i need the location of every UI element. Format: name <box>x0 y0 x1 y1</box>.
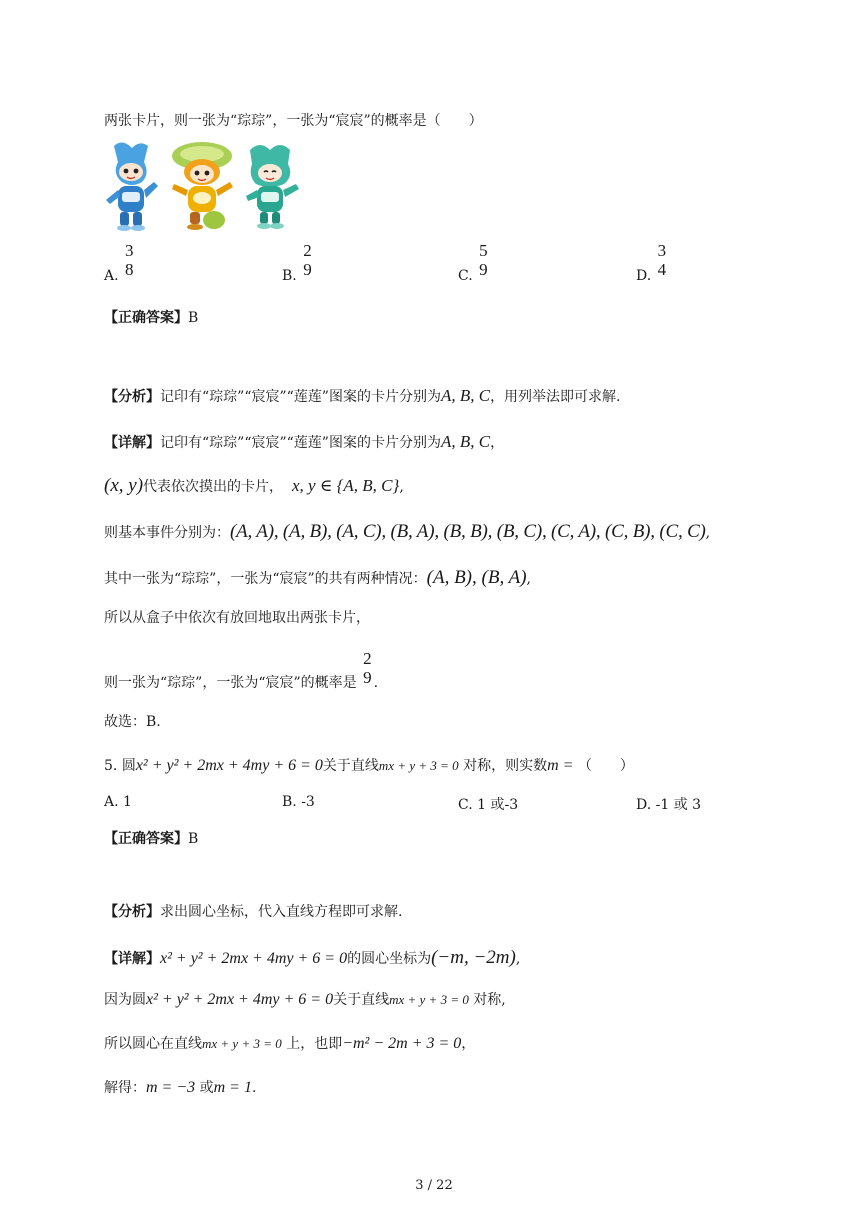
q5-detail-line-2 <box>104 990 506 1010</box>
detail-text: 解得： <box>104 1080 146 1096</box>
option-text: B. -3 <box>282 794 315 810</box>
q4-detail-line-3 <box>104 522 710 543</box>
detail-text: , <box>399 479 404 495</box>
detail-text: 则基本事件分别为： <box>104 525 230 541</box>
math-expression: m = −3 <box>146 1079 196 1096</box>
detail-text: 所以从盒子中依次有放回地取出两张卡片， <box>104 610 370 626</box>
q5-option-b[interactable] <box>282 794 315 810</box>
detail-label: 【详解】 <box>104 951 160 967</box>
option-letter: B. <box>282 267 297 284</box>
fraction-numerator: 2 <box>303 241 312 260</box>
q5-answer <box>104 829 198 849</box>
q4-option-c[interactable] <box>458 241 490 284</box>
detail-text: ， <box>490 435 505 451</box>
math-expression: x² + y² + 2mx + 4my + 6 = 0 <box>135 757 323 774</box>
option-letter: A. <box>104 267 119 284</box>
detail-text: 或 <box>199 1080 214 1096</box>
stem-text: （ ） <box>577 758 634 774</box>
q5-option-d[interactable] <box>636 794 701 814</box>
math-expression: x, y ∈ {A, B, C} <box>291 476 400 495</box>
detail-text: 其中一张为“琮琮”，一张为“宸宸”的共有两种情况： <box>104 571 427 587</box>
math-expression: mx + y + 3 = 0 <box>378 758 459 773</box>
q4-analysis <box>104 386 621 407</box>
mascot-teal <box>246 145 299 229</box>
q4-option-d[interactable] <box>636 241 668 284</box>
fraction-numerator: 5 <box>479 241 488 260</box>
detail-text: 的圆心坐标为 <box>347 951 432 967</box>
detail-text: 对称, <box>473 992 506 1008</box>
option-text: D. -1 或 3 <box>636 797 702 813</box>
mascot-blue <box>106 142 158 231</box>
detail-text: 所以圆心在直线 <box>104 1036 202 1052</box>
fraction-numerator: 3 <box>657 241 667 260</box>
answer-value: B <box>188 831 199 847</box>
fraction-denominator: 9 <box>363 668 372 687</box>
math-expression: (A, B), (B, A) <box>426 567 527 588</box>
q4-answer <box>104 308 198 328</box>
fraction-denominator: 9 <box>479 260 488 279</box>
analysis-label: 【分析】 <box>104 904 160 920</box>
math-expression: mx + y + 3 = 0 <box>389 992 469 1007</box>
math-expression: x² + y² + 2mx + 4my + 6 = 0 <box>146 991 334 1008</box>
math-expression: A, B, C <box>440 386 491 405</box>
detail-text: . <box>251 1080 257 1096</box>
option-fraction <box>123 242 136 279</box>
fraction-numerator: 2 <box>363 649 372 668</box>
detail-text: 关于直线 <box>333 992 390 1008</box>
option-letter: D. <box>636 267 652 284</box>
q4-stem-text: 两张卡片，则一张为“琮琮”，一张为“宸宸”的概率是（ ） <box>104 113 483 129</box>
option-fraction <box>656 242 669 279</box>
option-text: C. 1 或-3 <box>458 797 519 813</box>
detail-label: 【详解】 <box>104 435 160 451</box>
fraction-numerator: 3 <box>125 241 134 260</box>
option-letter: C. <box>458 267 473 284</box>
q4-stem <box>104 111 483 131</box>
detail-text: , <box>526 571 531 587</box>
math-expression: x² + y² + 2mx + 4my + 6 = 0 <box>160 950 348 967</box>
option-fraction <box>477 242 490 279</box>
q4-choose <box>104 712 161 732</box>
fraction-denominator: 8 <box>125 260 134 279</box>
math-expression: (−m, −2m) <box>431 947 516 968</box>
q5-option-a[interactable] <box>104 794 132 810</box>
analysis-text: ，用列举法即可求解. <box>490 389 621 405</box>
question-number: 5. <box>104 758 118 774</box>
page-number: 3 / 22 <box>415 1178 453 1193</box>
q5-analysis <box>104 902 402 922</box>
stem-text: 关于直线 <box>322 758 379 774</box>
answer-label: 【正确答案】 <box>104 831 188 847</box>
probability-fraction <box>361 650 374 687</box>
detail-text: , <box>705 525 711 541</box>
fraction-denominator: 9 <box>303 260 312 279</box>
detail-text: 因为圆 <box>104 992 146 1008</box>
q5-stem <box>104 756 634 776</box>
answer-value: B <box>188 310 199 326</box>
mascot-yellow <box>172 142 233 230</box>
q4-detail-line-6 <box>104 649 379 691</box>
q5-detail-line-3 <box>104 1034 475 1054</box>
math-expression: m = 1 <box>213 1079 252 1096</box>
math-expression: mx + y + 3 = 0 <box>202 1036 282 1051</box>
detail-text: 代表依次摸出的卡片， <box>143 479 284 495</box>
q5-detail-line-4 <box>104 1078 256 1098</box>
q4-detail-line-5 <box>104 608 370 628</box>
analysis-text: 求出圆心坐标，代入直线方程即可求解. <box>160 904 403 920</box>
stem-text: 圆 <box>121 758 136 774</box>
answer-label: 【正确答案】 <box>104 310 188 326</box>
detail-text: . <box>373 674 379 691</box>
detail-text: 记印有“琮琮”“宸宸”“莲莲”图案的卡片分别为 <box>160 435 441 451</box>
choose-text: 故选：B. <box>104 714 161 730</box>
detail-text: ， <box>461 1036 476 1052</box>
q4-detail-line-1 <box>104 432 504 453</box>
q4-option-b[interactable] <box>282 241 314 284</box>
math-expression: (A, A), (A, B), (A, C), (B, A), (B, B), (B, C), (C, A), (C, B), (C, C) <box>230 521 706 542</box>
analysis-label: 【分析】 <box>104 389 160 405</box>
math-expression: m = <box>547 757 574 774</box>
detail-text: 则一张为“琮琮”，一张为“宸宸”的概率是 <box>104 674 357 691</box>
mascots-image <box>102 140 308 232</box>
q4-detail-line-2 <box>104 476 404 497</box>
fraction-denominator: 4 <box>657 260 667 279</box>
detail-text: , <box>515 951 521 967</box>
detail-text: 上，也即 <box>286 1036 343 1052</box>
stem-text: 对称，则实数 <box>463 758 548 774</box>
option-fraction <box>301 242 314 279</box>
q4-option-a[interactable] <box>104 241 136 284</box>
math-expression: A, B, C <box>440 432 491 451</box>
q5-option-c[interactable] <box>458 794 518 814</box>
option-text: A. 1 <box>104 794 132 810</box>
math-expression: −m² − 2m + 3 = 0 <box>342 1035 462 1052</box>
analysis-text: 记印有“琮琮”“宸宸”“莲莲”图案的卡片分别为 <box>160 389 441 405</box>
math-expression: (x, y) <box>104 475 144 496</box>
q5-detail-line-1 <box>104 948 520 969</box>
q4-detail-line-4 <box>104 568 531 589</box>
